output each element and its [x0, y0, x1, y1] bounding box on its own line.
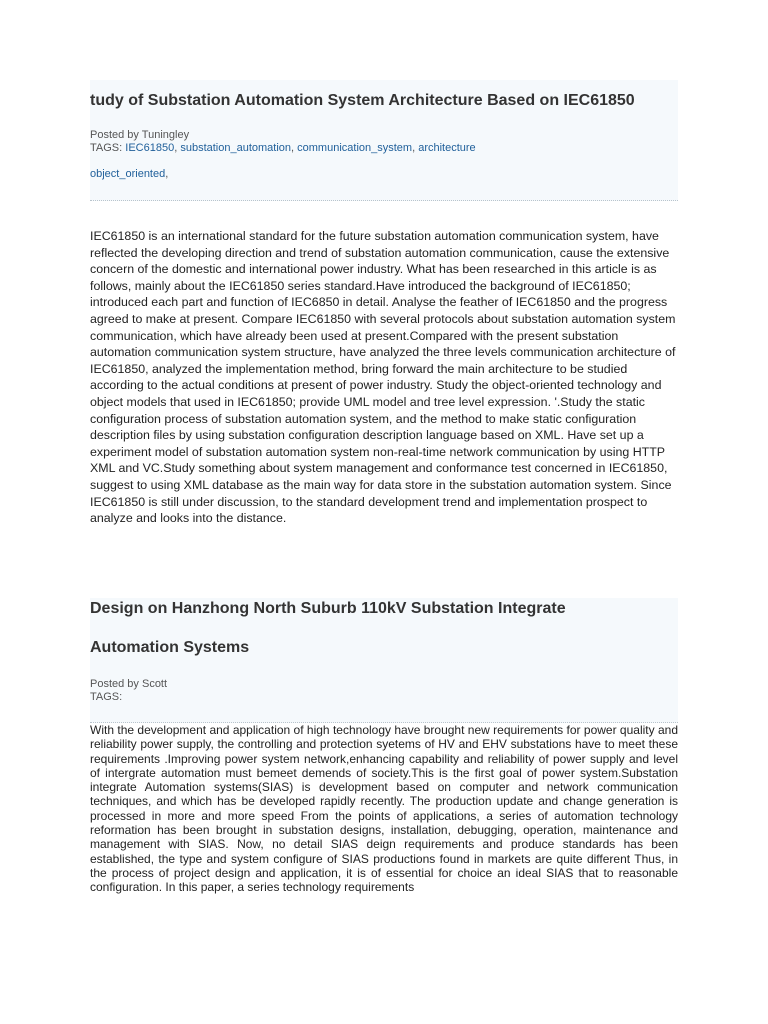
post-1-body: IEC61850 is an international standard for the future substation automation communication system, have reflected the developing direction and trend of substation automation communication, cause the extensive concern of the domestic and international power industry. What has been researched in this article is as follows, mainly about the IEC61850 series standard.Have introduced the background of IEC61850; introduced each part and function of IEC6850 in detail. Analyse the feather of IEC61850 and the progress agreed to make at present. Compare IEC61850 with several protocols about substation automation system communication, which have already been used at present.Compared with the present substation automation communication system structure, have analyzed the three levels communication architecture of IEC61850, analyzed the implementation method, bring forward the main architecture to be studied according to the actual conditions at present of power industry. Study the object-oriented technology and object models that used in IEC61850; provide UML model and tree level expression. '.Study the static configuration process of substation automation system, and the method to make static configuration description files by using substation configuration description language based on XML. Have set up a experiment model of substation automation system non-real-time network communication by using HTTP XML and VC.Study something about system management and conformance test concerned in IEC61850, suggest to using XML database as the main way for data store in the substation automation system. Since IEC61850 is still under discussion, to the standard development trend and implementation prospect to analyze and looks into the distance. [90, 229, 676, 526]
post-1-tags: TAGS: IEC61850, substation_automation, communication_system, architecture [90, 142, 476, 154]
tags-label: TAGS: [90, 691, 123, 703]
tag-link-communication-system[interactable]: communication_system [297, 142, 413, 154]
post-2-header [90, 598, 678, 723]
post-2-title-line-1: Design on Hanzhong North Suburb 110kV Substation Integrate [90, 600, 566, 617]
post-2-body: With the development and application of high technology have brought new requirements for power quality and reliability power supply, the controlling and protection syetems of HV and EHV substations have to meet these requirements .Improving power system network,enhancing capability and reliability of power supply and level of intergrate automation must bemeet demends of society.This is the first goal of power system.Substation integrate Automation systems(SIAS) is development based on computer and network communication techniques, and which has be developed rapidly recently. The production update and change generation is processed in more and more speed From the points of applications, a series of automation technology reformation has been brought in substation designs, installation, debugging, operation, maintenance and management with SIAS. Now, no detail SIAS deign requirements and produce standards has been established, the type and system configure of SIAS productions found in markets are quite different Thus, in the process of project design and application, it is of essential for choice an ideal SIAS that to reasonable configuration. In this paper, a series technology requirements [90, 723, 678, 895]
post-1-title: tudy of Substation Automation System Architecture Based on IEC61850 [90, 92, 635, 109]
post-2-title-line-2: Automation Systems [90, 639, 250, 656]
post-1-tags-row-2: object_oriented, [90, 168, 169, 180]
post-1-header [90, 80, 678, 201]
post-2-tags [90, 691, 122, 703]
post-2-author: Posted by Scott [90, 678, 168, 690]
tag-link-iec61850[interactable]: IEC61850 [125, 142, 175, 154]
tag-link-architecture[interactable]: architecture [418, 142, 476, 154]
tag-link-object-oriented[interactable]: object_oriented [90, 168, 166, 180]
post-1-author: Posted by Tuningley [90, 129, 190, 141]
tag-link-substation-automation[interactable]: substation_automation [180, 142, 292, 154]
tags-label: TAGS: [90, 142, 123, 154]
